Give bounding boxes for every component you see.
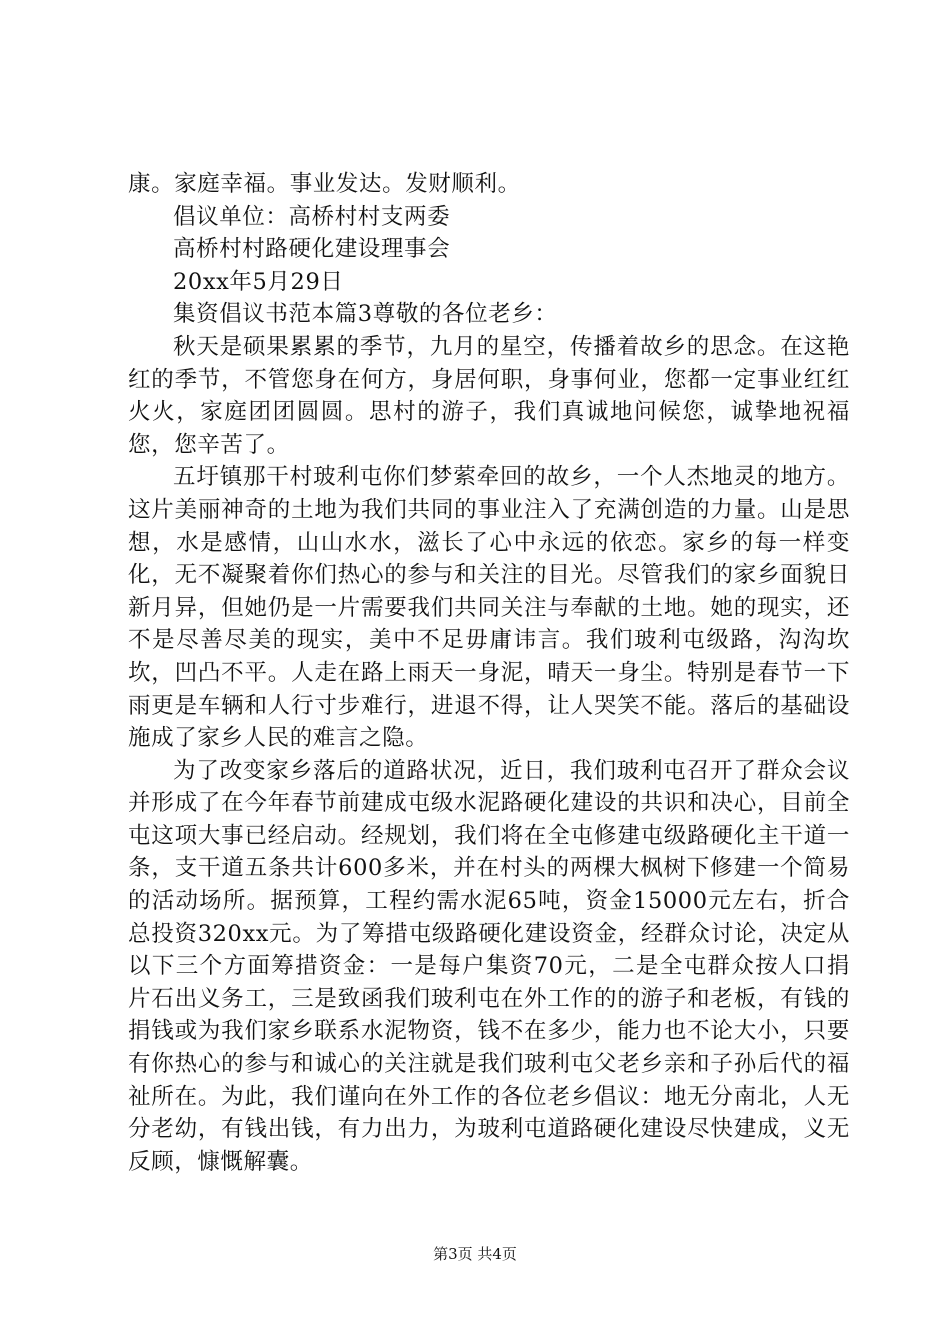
paragraph-7: 五圩镇那干村玻利屯你们梦萦牵回的故乡，一个人杰地灵的地方。这片美丽神奇的土地为我们共同的事业注入了充满创造的力量。山是思想，水是感情，山山水水，滋长了心中永远的依恋。家乡的每一样变化，无不凝聚着你们热心的参与和关注的目光。尽管我们的家乡面貌日新月异，但她仍是一片需要我们共同关注与奉献的土地。她的现实，还不是尽善尽美的现实，美中不足毋庸讳言。我们玻利屯级路，沟沟坎坎，凹凸不平。人走在路上雨天一身泥，晴天一身尘。特别是春节一下雨更是车辆和人行寸步难行，进退不得，让人哭笑不能。落后的基础设施成了家乡人民的难言之隐。: [128, 464, 850, 752]
paragraph-8: 为了改变家乡落后的道路状况，近日，我们玻利屯召开了群众会议并形成了在今年春节前建成屯级水泥路硬化建设的共识和决心，目前全屯这项大事已经启动。经规划，我们将在全屯修建屯级路硬化主干道一条，支干道五条共计600多米，并在村头的两棵大枫树下修建一个简易的活动场所。据预算，工程约需水泥65吨，资金15000元左右，折合总投资320xx元。为了筹措屯级路硬化建设资金，经群众讨论，决定从以下三个方面筹措资金：一是每户集资70元，二是全屯群众按人口捐片石出义务工，三是致函我们玻利屯在外工作的的游子和老板，有钱的捐钱或为我们家乡联系水泥物资，钱不在多少，能力也不论大小，只要有你热心的参与和诚心的关注就是我们玻利屯父老乡亲和子孙后代的福祉所在。为此，我们谨向在外工作的各位老乡倡议：地无分南北，人无分老幼，有钱出钱，有力出力，为玻利屯道路硬化建设尽快建成，义无反顾，慷慨解囊。: [128, 757, 850, 1175]
paragraph-5: 集资倡议书范本篇3尊敬的各位老乡：: [173, 301, 558, 328]
paragraph-1: 康。家庭幸福。事业发达。发财顺利。: [128, 171, 521, 197]
paragraph-3: 高桥村村路硬化建设理事会: [173, 236, 451, 263]
paragraph-2: 倡议单位：高桥村村支两委: [173, 203, 451, 230]
document-body: [128, 168, 850, 1178]
paragraph-4: 20xx年5月29日: [173, 268, 344, 295]
page-footer: [0, 1244, 950, 1264]
paragraph-6: 秋天是硕果累累的季节，九月的星空，传播着故乡的思念。在这艳红的季节，不管您身在何方，身居何职，身事何业，您都一定事业红红火火，家庭团团圆圆。思村的游子，我们真诚地问候您，诚挚地祝福您，您辛苦了。: [128, 333, 850, 458]
page-number-label: 第3页 共4页: [433, 1245, 517, 1263]
